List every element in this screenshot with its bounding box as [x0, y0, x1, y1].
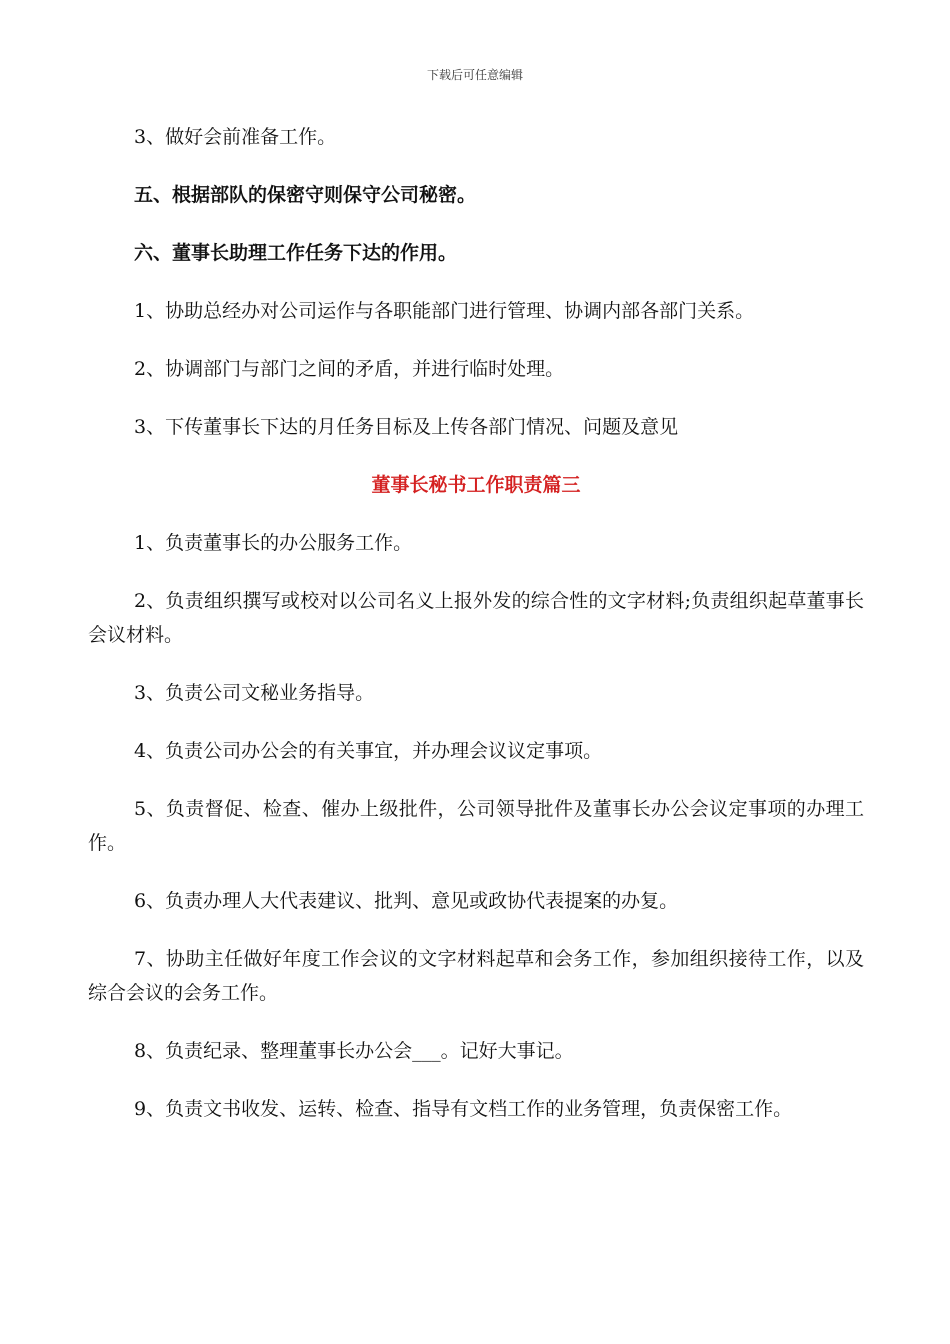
- page-header: 下载后可任意编辑: [426, 68, 523, 82]
- paragraph-14: 7、协助主任做好年度工作会议的文字材料起草和会务工作，参加组织接待工作，以及综合会议的会务工作。: [88, 948, 864, 1004]
- paragraph-12: 5、负责督促、检查、催办上级批件，公司领导批件及董事长办公会议定事项的办理工作。: [88, 798, 864, 854]
- section-heading-6: 六、董事长助理工作任务下达的作用。: [134, 242, 458, 264]
- paragraph-10: 3、负责公司文秘业务指导。: [134, 682, 375, 704]
- paragraph-8: 1、负责董事长的办公服务工作。: [134, 532, 413, 554]
- paragraph-16: 9、负责文书收发、运转、检查、指导有文档工作的业务管理，负责保密工作。: [134, 1098, 793, 1120]
- document-body: [88, 120, 864, 1150]
- paragraph-6: 3、下传董事长下达的月任务目标及上传各部门情况、问题及意见: [134, 416, 679, 438]
- section-title: 董事长秘书工作职责篇三: [371, 474, 581, 496]
- section-heading-5: 五、根据部队的保密守则保守公司秘密。: [134, 184, 477, 206]
- paragraph-11: 4、负责公司办公会的有关事宜，并办理会议议定事项。: [134, 740, 603, 762]
- paragraph-5: 2、协调部门与部门之间的矛盾，并进行临时处理。: [134, 358, 565, 380]
- paragraph-9: 2、负责组织撰写或校对以公司名义上报外发的综合性的文字材料;负责组织起草董事长会议材料。: [88, 590, 864, 646]
- paragraph-15: 8、负责纪录、整理董事长办公会___。记好大事记。: [134, 1040, 574, 1062]
- paragraph-4: 1、协助总经办对公司运作与各职能部门进行管理、协调内部各部门关系。: [134, 300, 755, 322]
- paragraph-13: 6、负责办理人大代表建议、批判、意见或政协代表提案的办复。: [134, 890, 679, 912]
- paragraph-1: 3、做好会前准备工作。: [134, 126, 337, 148]
